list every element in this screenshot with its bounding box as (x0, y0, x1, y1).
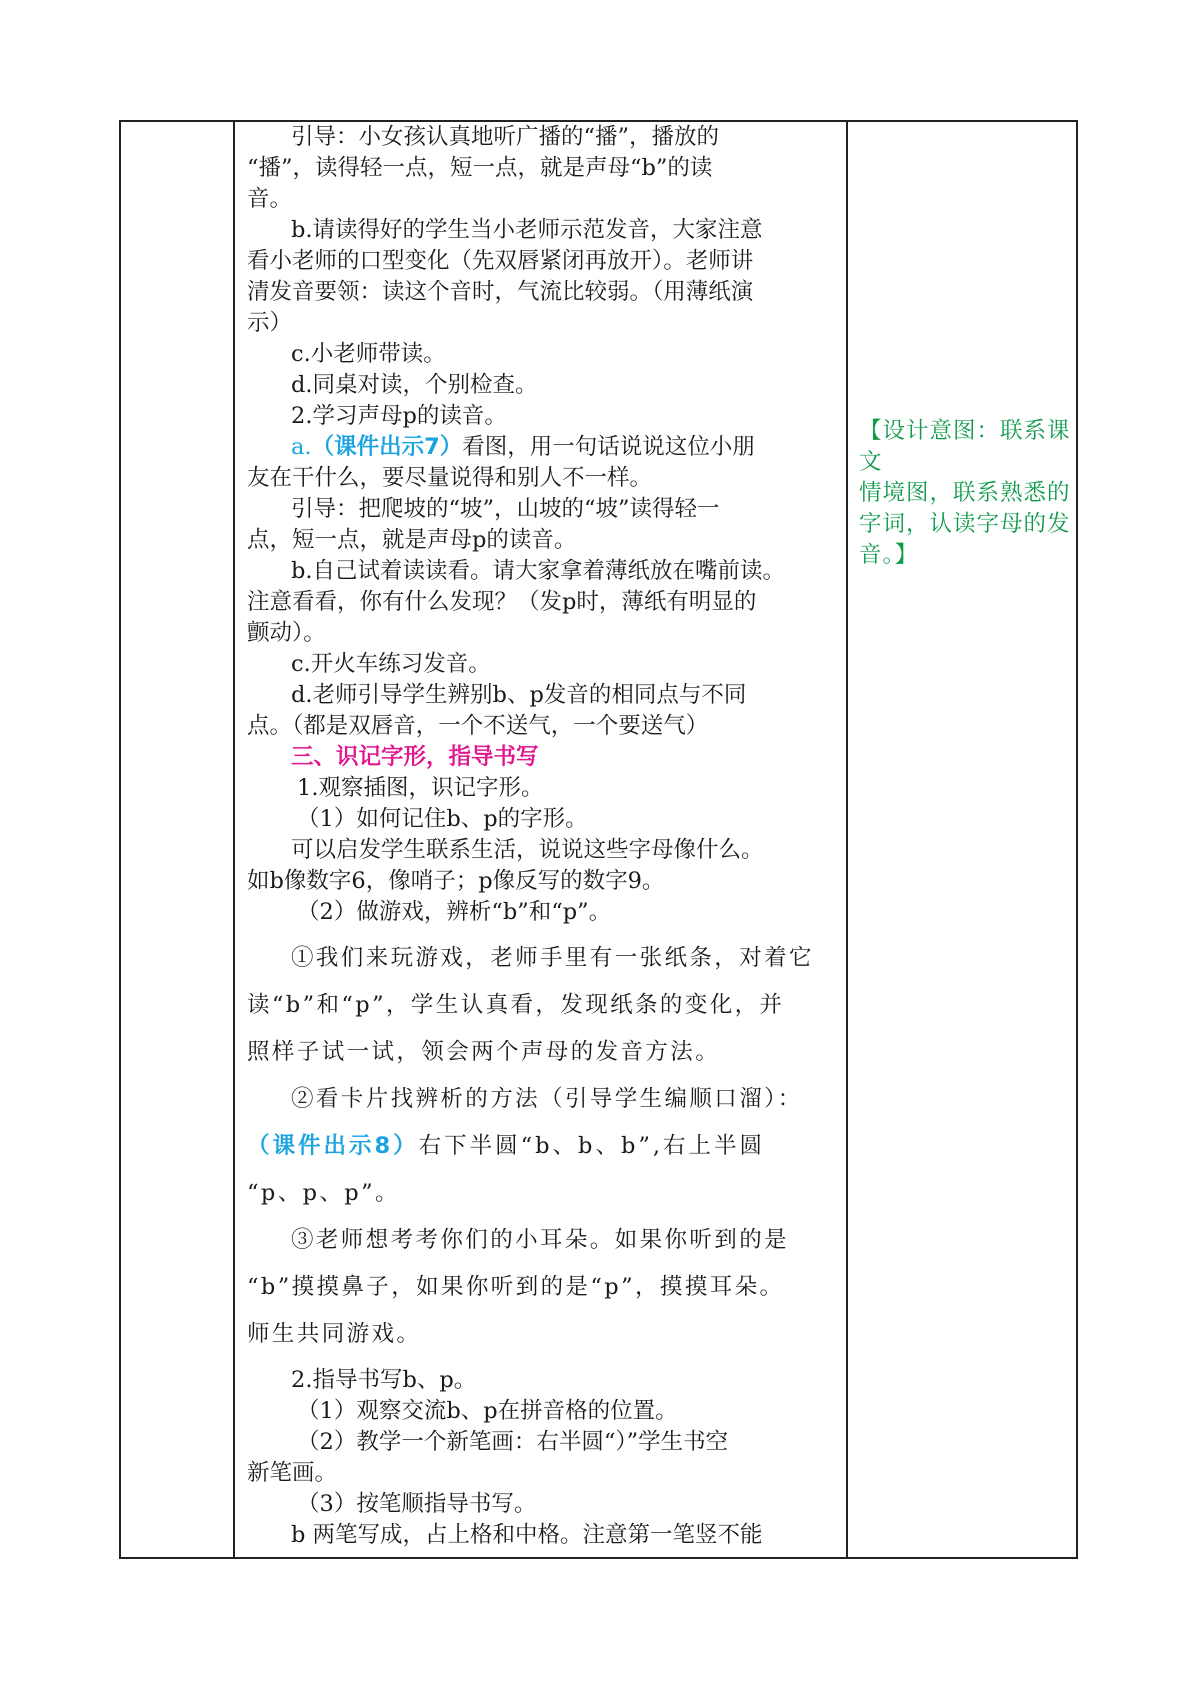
text-line (247, 1131, 765, 1161)
text-line: 读“b”和“p”，学生认真看，发现纸条的变化，并 (247, 992, 785, 1018)
text-fragment: 看图，用一句话说说这位小朋 (462, 434, 755, 460)
text-line: 2.指导书写b、p。 (291, 1367, 477, 1393)
text-line: 示） (247, 310, 293, 336)
text-line: 师生共同游戏。 (247, 1321, 422, 1347)
text-line: 2.学习声母p的读音。 (291, 403, 507, 429)
text-line: “b”摸摸鼻子，如果你听到的是“p”，摸摸耳朵。 (247, 1274, 785, 1300)
text-line: d.老师引导学生辨别b、p发音的相同点与不同 (291, 682, 747, 708)
text-fragment: 右下半圆“b、b、b”,右上半圆 (418, 1133, 766, 1159)
design-intent-note: 【设计意图：联系课文 情境图，联系熟悉的 字词，认读字母的发 音。】 (859, 418, 1071, 568)
text-line: ③老师想考考你们的小耳朵。如果你听到的是 (291, 1227, 790, 1253)
text-line: c.小老师带读。 (291, 341, 446, 367)
item-marker: a. (291, 434, 312, 460)
text-line: 友在干什么，要尽量说得和别人不一样。 (247, 465, 653, 491)
text-line: 颤动）。 (247, 620, 326, 646)
text-line: 引导：把爬坡的“坡”，山坡的“坡”读得轻一 (291, 496, 720, 522)
text-line: b.请读得好的学生当小老师示范发音，大家注意 (291, 217, 763, 243)
text-line: （2）做游戏，辨析“b”和“p”。 (297, 899, 612, 925)
text-line: c.开火车练习发音。 (291, 651, 491, 677)
courseware-reference: （课件出示8） (247, 1133, 419, 1159)
text-line: 音。 (247, 186, 293, 212)
text-line: 可以启发学生联系生活，说说这些字母像什么。 (291, 837, 764, 863)
text-line: b 两笔写成，占上格和中格。注意第一笔竖不能 (291, 1522, 763, 1548)
text-line: （1）观察交流b、p在拼音格的位置。 (297, 1398, 678, 1424)
text-line: 看小老师的口型变化（先双唇紧闭再放开）。老师讲 (247, 248, 754, 274)
text-line: ①我们来玩游戏，老师手里有一张纸条，对着它 (291, 945, 814, 971)
text-line: 点，短一点，就是声母p的读音。 (247, 527, 577, 553)
text-line: 1.观察插图，识记字形。 (297, 775, 544, 801)
text-line: 新笔画。 (247, 1460, 338, 1486)
text-line: 照样子试一试，领会两个声母的发音方法。 (247, 1039, 721, 1065)
text-line: 注意看看，你有什么发现？（发p时，薄纸有明显的 (247, 589, 757, 615)
text-line: 清发音要领：读这个音时，气流比较弱。（用薄纸演 (247, 279, 754, 305)
text-line: （1）如何记住b、p的字形。 (297, 806, 588, 832)
section-heading: 三、识记字形，指导书写 (291, 744, 539, 770)
text-line: 如b像数字6，像哨子；p像反写的数字9。 (247, 868, 665, 894)
text-line: 引导：小女孩认真地听广播的“播”，播放的 (291, 124, 720, 150)
text-line: “p、p、p”。 (247, 1180, 400, 1206)
text-line (291, 432, 755, 462)
text-line: （3）按笔顺指导书写。 (297, 1491, 537, 1517)
courseware-reference: （课件出示7） (311, 434, 463, 460)
text-line: 点。（都是双唇音，一个不送气，一个要送气） (247, 713, 709, 739)
lesson-content-cell (235, 122, 847, 1557)
text-line: b.自己试着读读看。请大家拿着薄纸放在嘴前读。 (291, 558, 786, 584)
design-intent-cell (848, 122, 1078, 1557)
text-line: “播”，读得轻一点，短一点，就是声母“b”的读 (247, 155, 713, 181)
text-line: （2）教学一个新笔画：右半圆“）”学生书空 (297, 1429, 729, 1455)
lesson-plan-table (119, 120, 1078, 1559)
text-line: d.同桌对读，个别检查。 (291, 372, 538, 398)
text-line: ②看卡片找辨析的方法（引导学生编顺口溜）： (291, 1086, 803, 1112)
